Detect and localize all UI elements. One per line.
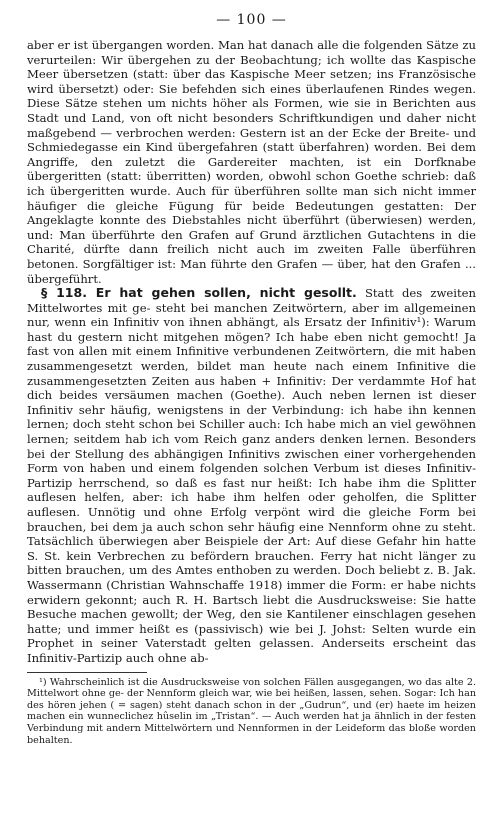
footnote-1: ¹) Wahrscheinlich ist die Ausdrucksweise von solchen Fällen ausgegangen, wo das alte 2. Mittelwort ohne ge- der Nennform gleich war, wie bei heißen, lassen, sehen. Sogar: Ich han des hören jehen ( = sagen) steht danach schon in der „Gudrun“, und (er) haete im heizen machen ein wunneclichez hûselin im „Tristan“. — Auch werden hat ja ähnlich in der festen Verbindung mit andern Mittelwörtern und Nennformen in der Leideform das bloße worden behalten. [27, 676, 476, 746]
page-number: — 100 — [216, 12, 287, 28]
paragraph-continuation [27, 38, 476, 286]
footnotes [27, 677, 476, 747]
paragraph-text: aber er ist übergangen worden. Man hat danach alle die folgenden Sätze zu verurteilen: Wir übergehen zu der Beobachtung; ich wollte das Kaspische Meer übersetzen (statt: über das Kaspische Meer setzen; ins Französische wird übersetzt) oder: Sie befehden sich eines überlaufenen Rindes wegen. Diese Sätze stehen um nichts höher als Formen, wie sie in Berichten aus Stadt und Land, von oft nicht besonders Schriftkundigen und daher nicht maßgebend — verbrochen werden: Gestern ist an der Ecke der Breite- und Schmiedegasse ein Kind übergefahren (statt überfahren) worden. Bei dem Angriffe, den zuletzt die Gardereiter machten, ist ein Dorfknabe übergeritten (statt: überritten) worden, obwohl schon Goethe schrieb: daß ich übergeritten wurde. Auch für überführen sollte man sich nicht immer häufiger die gleiche Fügung für beide Bedeutungen gestatten: Der Angeklagte konnte des Diebstahles nicht überführt (überwiesen) werden, und: Man überführte den Grafen auf Grund ärztlichen Gutachtens in die Charité, dürfte dann freilich nicht auch im zweiten Falle überführen betonen. Sorgfältiger ist: Man führte den Grafen — über, hat den Grafen ... übergeführt. [27, 38, 476, 286]
body-text [27, 38, 476, 666]
footnote-divider [27, 672, 147, 673]
paragraph-text: Statt des zweiten Mittelwortes mit ge- steht bei manchen Zeitwörtern, aber im allgemeinen nur, wenn ein Infinitiv von ihnen abhängt, als Ersatz der Infinitiv¹): Warum hast du gestern nicht mitgehen mögen? Ich habe eben nicht gemocht! Ja fast von allen mit einem Infinitive verbundenen Zeitwörtern, die mit haben zusammengesetzt werden, bildet man heute nach einem Infinitive die zusammengesetzten Zeiten aus haben + Infinitiv: Der verdammte Hof hat dich beides versäumen machen (Goethe). Auch neben lernen ist dieser Infinitiv sehr häufig, wenigstens in der Verbindung: ich habe ihn kennen lernen; doch steht schon bei Schiller auch: Ich habe mich an viel gewöhnen lernen; seitdem hab ich vom Reich ganz anders denken lernen. Besonders bei der Stellung des abhängigen Infinitivs zwischen einer vorhergehenden Form von haben und einem folgenden solchen Verbum ist dieses Infinitiv-Partizip herrschend, so daß es fast nur heißt: Ich habe ihm die Splitter auflesen helfen, aber: ich habe ihm helfen oder geholfen, die Splitter auflesen. Unnötig und ohne Erfolg verpönt wird die gleiche Form bei brauchen, bei dem ja auch schon sehr häufig eine Nennform ohne zu steht. Tatsächlich überwiegen aber Beispiele der Art: Auf diese Gefahr hin hatte S. St. kein Verbrechen zu befördern brauchen. Ferry hat nicht länger zu bitten brauchen, um des Amtes enthoben zu werden. Doch beliebt z. B. Jak. Wassermann (Christian Wahnschaffe 1918) immer die Form: er habe nichts erwidern gekonnt; auch R. H. Bartsch liebt die Ausdrucksweise: Sie hatte Besuche machen gewollt; der Weg, den sie Kantilener einschlagen gesehen hatte; und immer heißt es (passivisch) wie bei J. Johst: Selten wurde ein Prophet in seiner Vaterstadt gelten gelassen. Anderseits erscheint das Infinitiv-Partizip auch ohne ab- [27, 286, 476, 665]
paragraph-section-118 [27, 286, 476, 665]
section-heading: § 118. Er hat gehen sollen, nicht gesollt. [41, 285, 357, 301]
